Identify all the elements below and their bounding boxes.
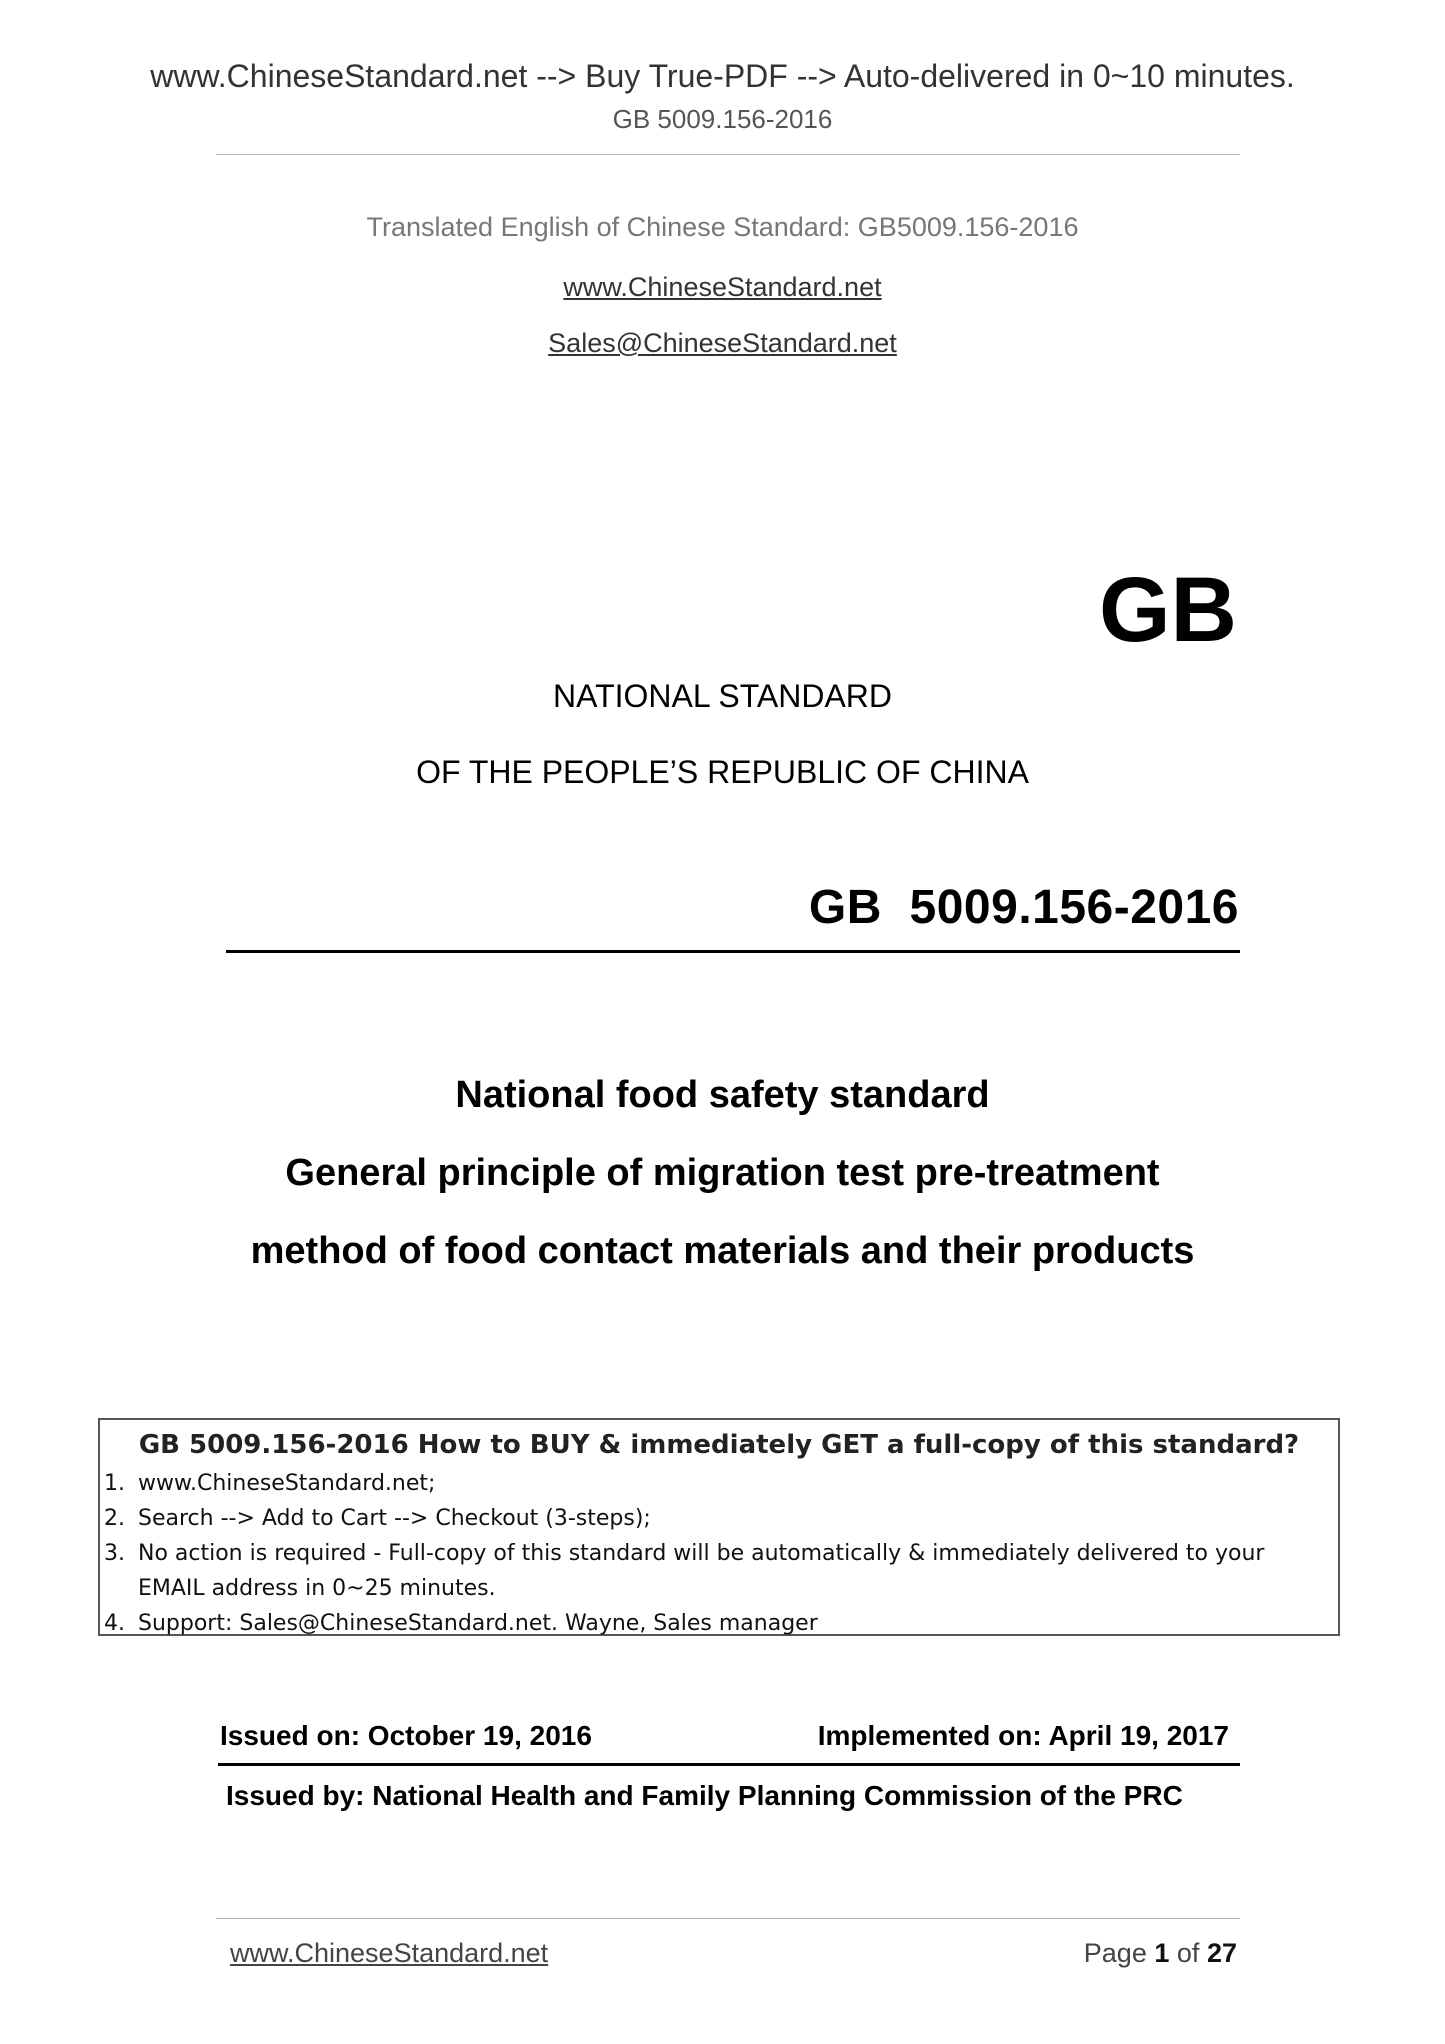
gb-mark: GB	[1099, 559, 1237, 661]
list-item-number: 4.	[104, 1611, 125, 1636]
page-prefix: Page	[1083, 1938, 1147, 1968]
title-line-3: method of food contact materials and their products	[250, 1230, 1195, 1272]
footer-divider	[216, 1918, 1240, 1919]
page-current: 1	[1154, 1938, 1170, 1968]
page-of: of	[1176, 1938, 1200, 1968]
page-number	[1084, 1938, 1237, 1969]
header-divider	[216, 154, 1240, 155]
title-line-2: General principle of migration test pre-treatment	[285, 1152, 1160, 1194]
site-link-row	[0, 272, 1445, 303]
implemented-on-date: Implemented on: April 19, 2017	[817, 1720, 1229, 1751]
list-item-number: 3.	[104, 1541, 125, 1566]
purchase-steps-list	[100, 1466, 1338, 1641]
list-item-number: 2.	[104, 1506, 125, 1531]
title-line-1: National food safety standard	[455, 1074, 990, 1116]
sales-link-row	[0, 328, 1445, 359]
list-item-text: No action is required - Full-copy of this standard will be automatically & immediately delivered to your EMAIL address in 0~25 minutes.	[138, 1541, 1265, 1601]
issue-divider	[218, 1763, 1240, 1766]
site-link[interactable]: www.ChineseStandard.net	[563, 272, 882, 302]
translated-note: Translated English of Chinese Standard: GB5009.156-2016	[366, 212, 1079, 242]
list-item	[104, 1501, 1338, 1536]
national-standard-label: NATIONAL STANDARD	[553, 678, 892, 714]
sales-email-link[interactable]: Sales@ChineseStandard.net	[548, 328, 897, 358]
issued-by: Issued by: National Health and Family Planning Commission of the PRC	[226, 1780, 1183, 1811]
header-promo-text: www.ChineseStandard.net --> Buy True-PDF --> Auto-delivered in 0~10 minutes.	[150, 58, 1295, 94]
footer-site-link[interactable]: www.ChineseStandard.net	[230, 1938, 549, 1968]
list-item	[104, 1606, 1338, 1641]
standard-code: GB 5009.156-2016	[808, 881, 1239, 934]
code-divider	[226, 950, 1240, 953]
list-item	[104, 1466, 1338, 1501]
list-item-number: 1.	[104, 1471, 125, 1496]
list-item	[104, 1536, 1338, 1606]
issued-on-date: Issued on: October 19, 2016	[220, 1720, 592, 1751]
purchase-heading: GB 5009.156-2016 How to BUY & immediately GET a full-copy of this standard?	[138, 1430, 1300, 1460]
list-item-text: Support: Sales@ChineseStandard.net. Wayne, Sales manager	[138, 1611, 818, 1636]
list-item-text: www.ChineseStandard.net;	[138, 1471, 436, 1496]
country-label: OF THE PEOPLE’S REPUBLIC OF CHINA	[416, 754, 1029, 790]
page-total: 27	[1206, 1938, 1237, 1968]
header-standard-code: GB 5009.156-2016	[612, 104, 833, 134]
purchase-info-box	[98, 1418, 1340, 1636]
list-item-text: Search --> Add to Cart --> Checkout (3-steps);	[138, 1506, 651, 1531]
